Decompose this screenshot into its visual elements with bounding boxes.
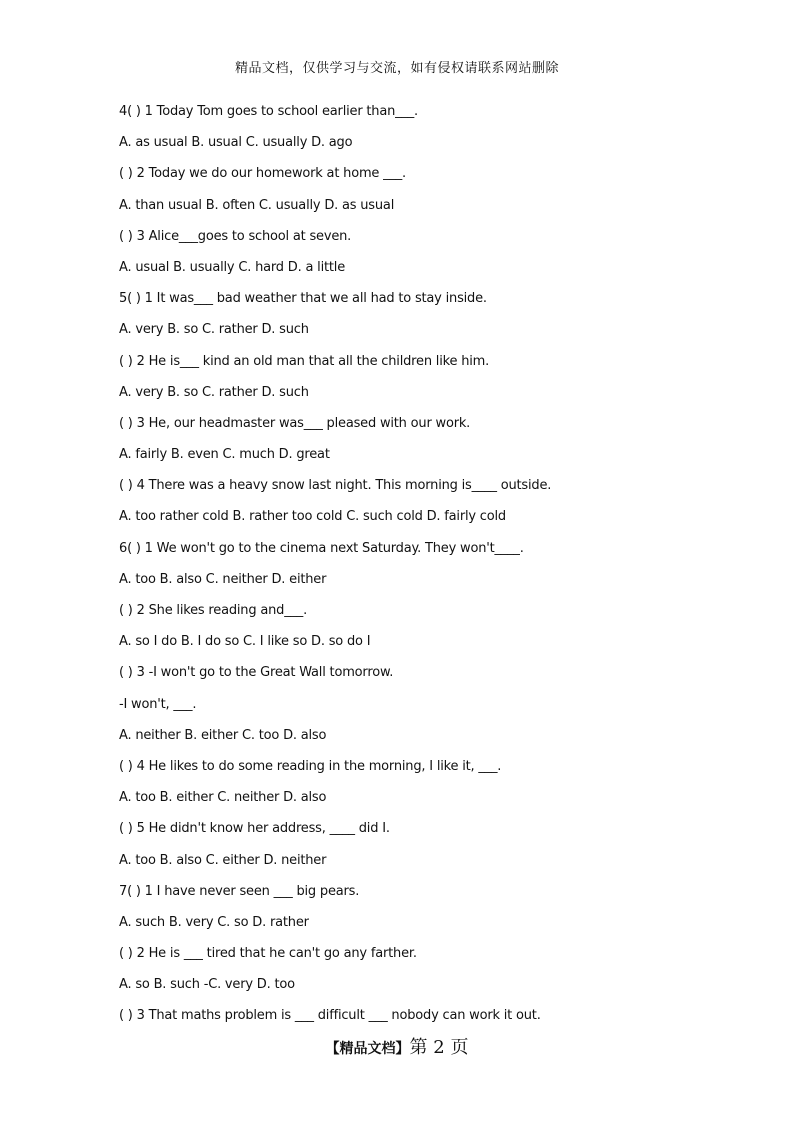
text-line: A. so I do B. I do so C. I like so D. so do I xyxy=(119,634,371,650)
text-line: A. too B. also C. either D. neither xyxy=(119,852,327,868)
text-line: ( ) 3 That maths problem is ___ difficult ___ nobody can work it out. xyxy=(119,1008,541,1024)
text-line: ( ) 2 He is___ kind an old man that all the children like him. xyxy=(119,353,490,369)
text-line: ( ) 2 Today we do our homework at home ___. xyxy=(119,166,406,182)
text-line: ( ) 3 He, our headmaster was___ pleased with our work. xyxy=(119,415,471,431)
page-number: 第 2 页 xyxy=(409,1037,469,1058)
text-line: ( ) 4 There was a heavy snow last night. This morning is____ outside. xyxy=(119,478,552,494)
footer-brand: 【精品文档】 xyxy=(325,1041,410,1057)
text-line: A. usual B. usually C. hard D. a little xyxy=(119,259,345,275)
text-line: 4( ) 1 Today Tom goes to school earlier than___. xyxy=(119,104,418,119)
text-line: A. fairly B. even C. much D. great xyxy=(119,447,330,463)
text-line: -I won't, ___. xyxy=(119,696,197,712)
page-footer xyxy=(0,1033,794,1059)
text-line: A. such B. very C. so D. rather xyxy=(119,914,309,930)
text-line: A. neither B. either C. too D. also xyxy=(119,727,327,743)
text-line: A. too rather cold B. rather too cold C. such cold D. fairly cold xyxy=(119,509,506,525)
text-line: A. as usual B. usual C. usually D. ago xyxy=(119,135,353,151)
text-line: A. so B. such -C. very D. too xyxy=(119,977,295,993)
page-header: 精品文档，仅供学习与交流，如有侵权请联系网站删除 xyxy=(234,61,559,76)
text-line: 6( ) 1 We won't go to the cinema next Saturday. They won't____. xyxy=(119,540,524,556)
text-line: ( ) 2 She likes reading and___. xyxy=(119,603,308,618)
exercise-content xyxy=(119,101,739,1037)
text-line: A. very B. so C. rather D. such xyxy=(119,384,309,400)
text-line: ( ) 3 -I won't go to the Great Wall tomorrow. xyxy=(119,665,394,681)
text-line: 7( ) 1 I have never seen ___ big pears. xyxy=(119,883,360,899)
text-line: ( ) 4 He likes to do some reading in the morning, I like it, ___. xyxy=(119,758,502,774)
text-line: A. too B. either C. neither D. also xyxy=(119,790,327,806)
text-line: A. too B. also C. neither D. either xyxy=(119,571,327,587)
text-line: ( ) 2 He is ___ tired that he can't go any farther. xyxy=(119,946,417,962)
text-line: ( ) 3 Alice___goes to school at seven. xyxy=(119,228,352,244)
text-line: A. very B. so C. rather D. such xyxy=(119,322,309,338)
text-line: 5( ) 1 It was___ bad weather that we all had to stay inside. xyxy=(119,291,487,307)
text-line: A. than usual B. often C. usually D. as usual xyxy=(119,197,395,213)
text-line: ( ) 5 He didn't know her address, ____ did I. xyxy=(119,821,390,837)
